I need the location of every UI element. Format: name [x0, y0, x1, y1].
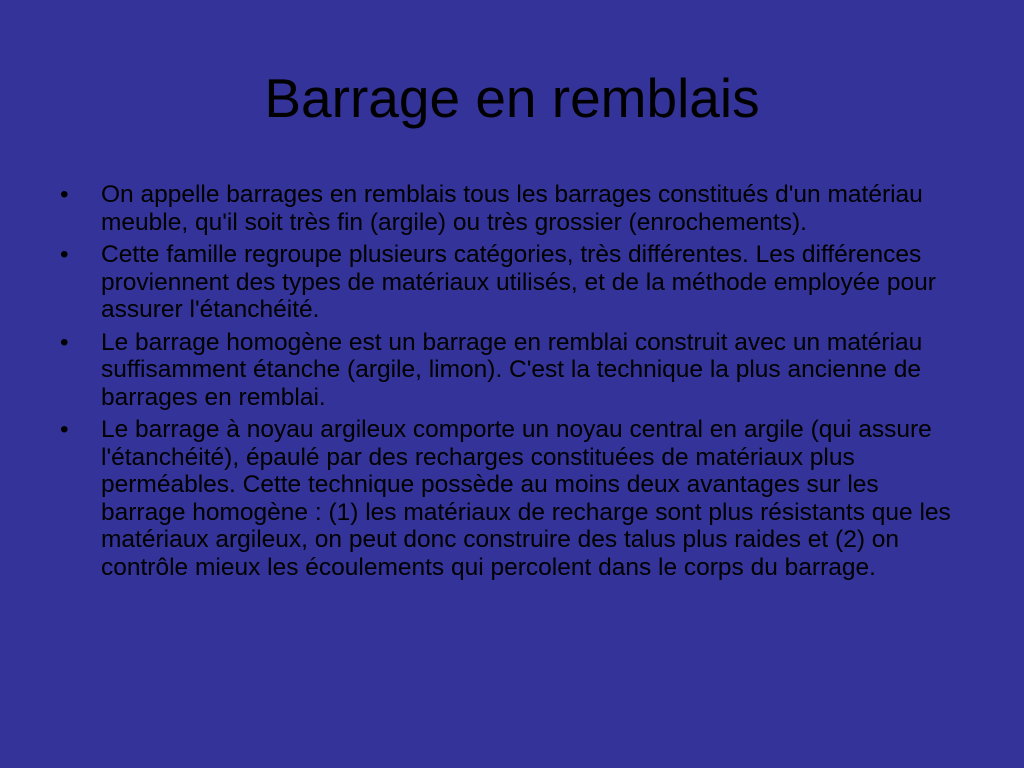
- bullet-text: Cette famille regroupe plusieurs catégories, très différentes. Les différences proviennent des types de matériaux utilisés, et de la méthode employée pour assurer l'étanchéité.: [101, 241, 936, 323]
- bullet-marker: •: [60, 416, 69, 443]
- bullet-marker: •: [60, 241, 69, 268]
- bullet-item: [60, 241, 960, 324]
- bullet-marker: •: [60, 181, 69, 208]
- bullet-list: [60, 181, 960, 586]
- bullet-text: Le barrage homogène est un barrage en remblai construit avec un matériau suffisamment étanche (argile, limon). C'est la technique la plus ancienne de barrages en remblai.: [101, 328, 923, 411]
- bullet-text: Le barrage à noyau argileux comporte un noyau central en argile (qui assure l'étanchéité), épaulé par des recharges constituées de matériaux plus perméables. Cette technique possède au moins deux avantages sur les barrage homogène : (1) les matériaux de recharge sont plus résistants que les matériaux argileux, on peut donc construire des talus plus raides et (2) on contrôle mieux les écoulements qui percolent dans le corps du barrage.: [101, 416, 951, 581]
- bullet-item: [60, 329, 960, 412]
- bullet-text: On appelle barrages en remblais tous les barrages constitués d'un matériau meuble, qu'il soit très fin (argile) ou très grossier (enrochements).: [101, 181, 923, 236]
- bullet-item: [60, 181, 960, 236]
- bullet-item: [60, 416, 960, 581]
- slide-title: Barrage en remblais: [264, 67, 760, 129]
- bullet-marker: •: [60, 328, 69, 356]
